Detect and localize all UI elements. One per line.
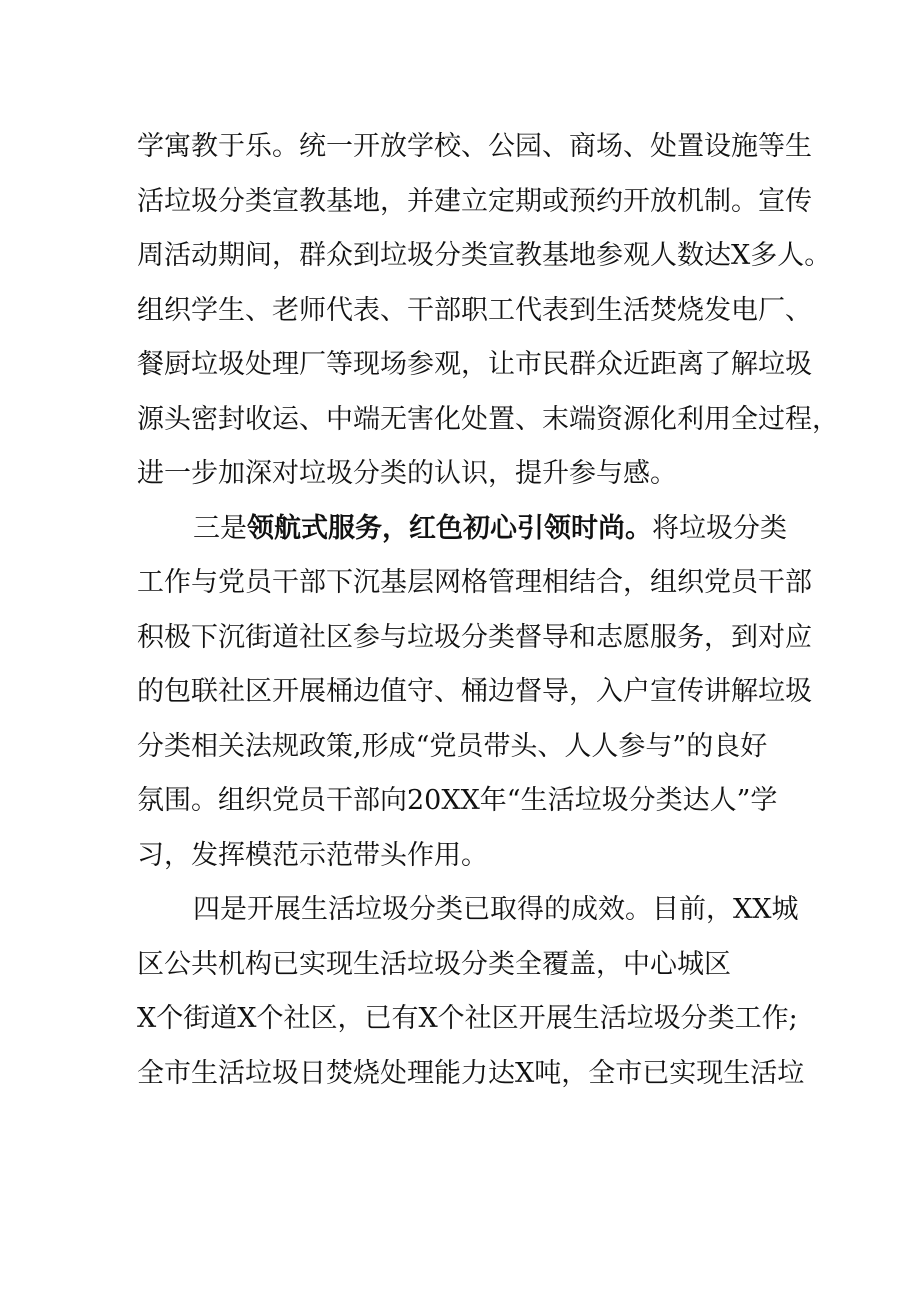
paragraph-line: 习，发挥模范示范带头作用。 (137, 839, 488, 871)
paragraph-line: 周活动期间，群众到垃圾分类宣教基地参观人数达X多人。 (137, 240, 832, 271)
paragraph-three-rest: 将垃圾分类 (652, 512, 787, 544)
paragraph-line: 区公共机构已实现生活垃圾分类全覆盖，中心城区 (137, 948, 731, 980)
paragraph-line: 源头密封收运、中端无害化处置、末端资源化利用全过程， (137, 403, 839, 435)
paragraph-line: 活垃圾分类宣教基地，并建立定期或预约开放机制。宣传 (137, 185, 812, 217)
paragraph-line: 进一步加深对垃圾分类的认识，提升参与感。 (137, 458, 677, 489)
paragraph-three-bold-heading: 领航式服务，红色初心引领时尚。 (247, 512, 652, 544)
paragraph-four-first-line: 四是开展生活垃圾分类已取得的成效。目前，XX城 (193, 894, 799, 925)
paragraph-line: 的包联社区开展桶边值守、桶边督导，入户宣传讲解垃圾 (137, 676, 812, 707)
paragraph-line: 分类相关法规政策,形成“党员带头、人人参与”的良好 (137, 730, 768, 762)
paragraph-line: 氛围。组织党员干部向20XX年“生活垃圾分类达人”学 (137, 785, 778, 816)
paragraph-line: 学寓教于乐。统一开放学校、公园、商场、处置设施等生 (137, 131, 812, 162)
paragraph-line: 全市生活垃圾日焚烧处理能力达X吨，全市已实现生活垃 (137, 1057, 805, 1089)
paragraph-line: 积极下沉街道社区参与垃圾分类督导和志愿服务，到对应 (137, 621, 812, 653)
paragraph-line: X个街道X个社区，已有X个社区开展生活垃圾分类工作; (137, 1003, 798, 1034)
paragraph-line: 工作与党员干部下沉基层网格管理相结合，组织党员干部 (137, 567, 812, 598)
paragraph-three-first-line (137, 502, 797, 557)
document-body (137, 120, 839, 1101)
paragraph-line: 餐厨垃圾处理厂等现场参观，让市民群众近距离了解垃圾 (137, 349, 812, 380)
paragraph-three-prefix: 三是 (193, 512, 247, 544)
paragraph-line: 组织学生、老师代表、干部职工代表到生活焚烧发电厂、 (137, 294, 812, 326)
